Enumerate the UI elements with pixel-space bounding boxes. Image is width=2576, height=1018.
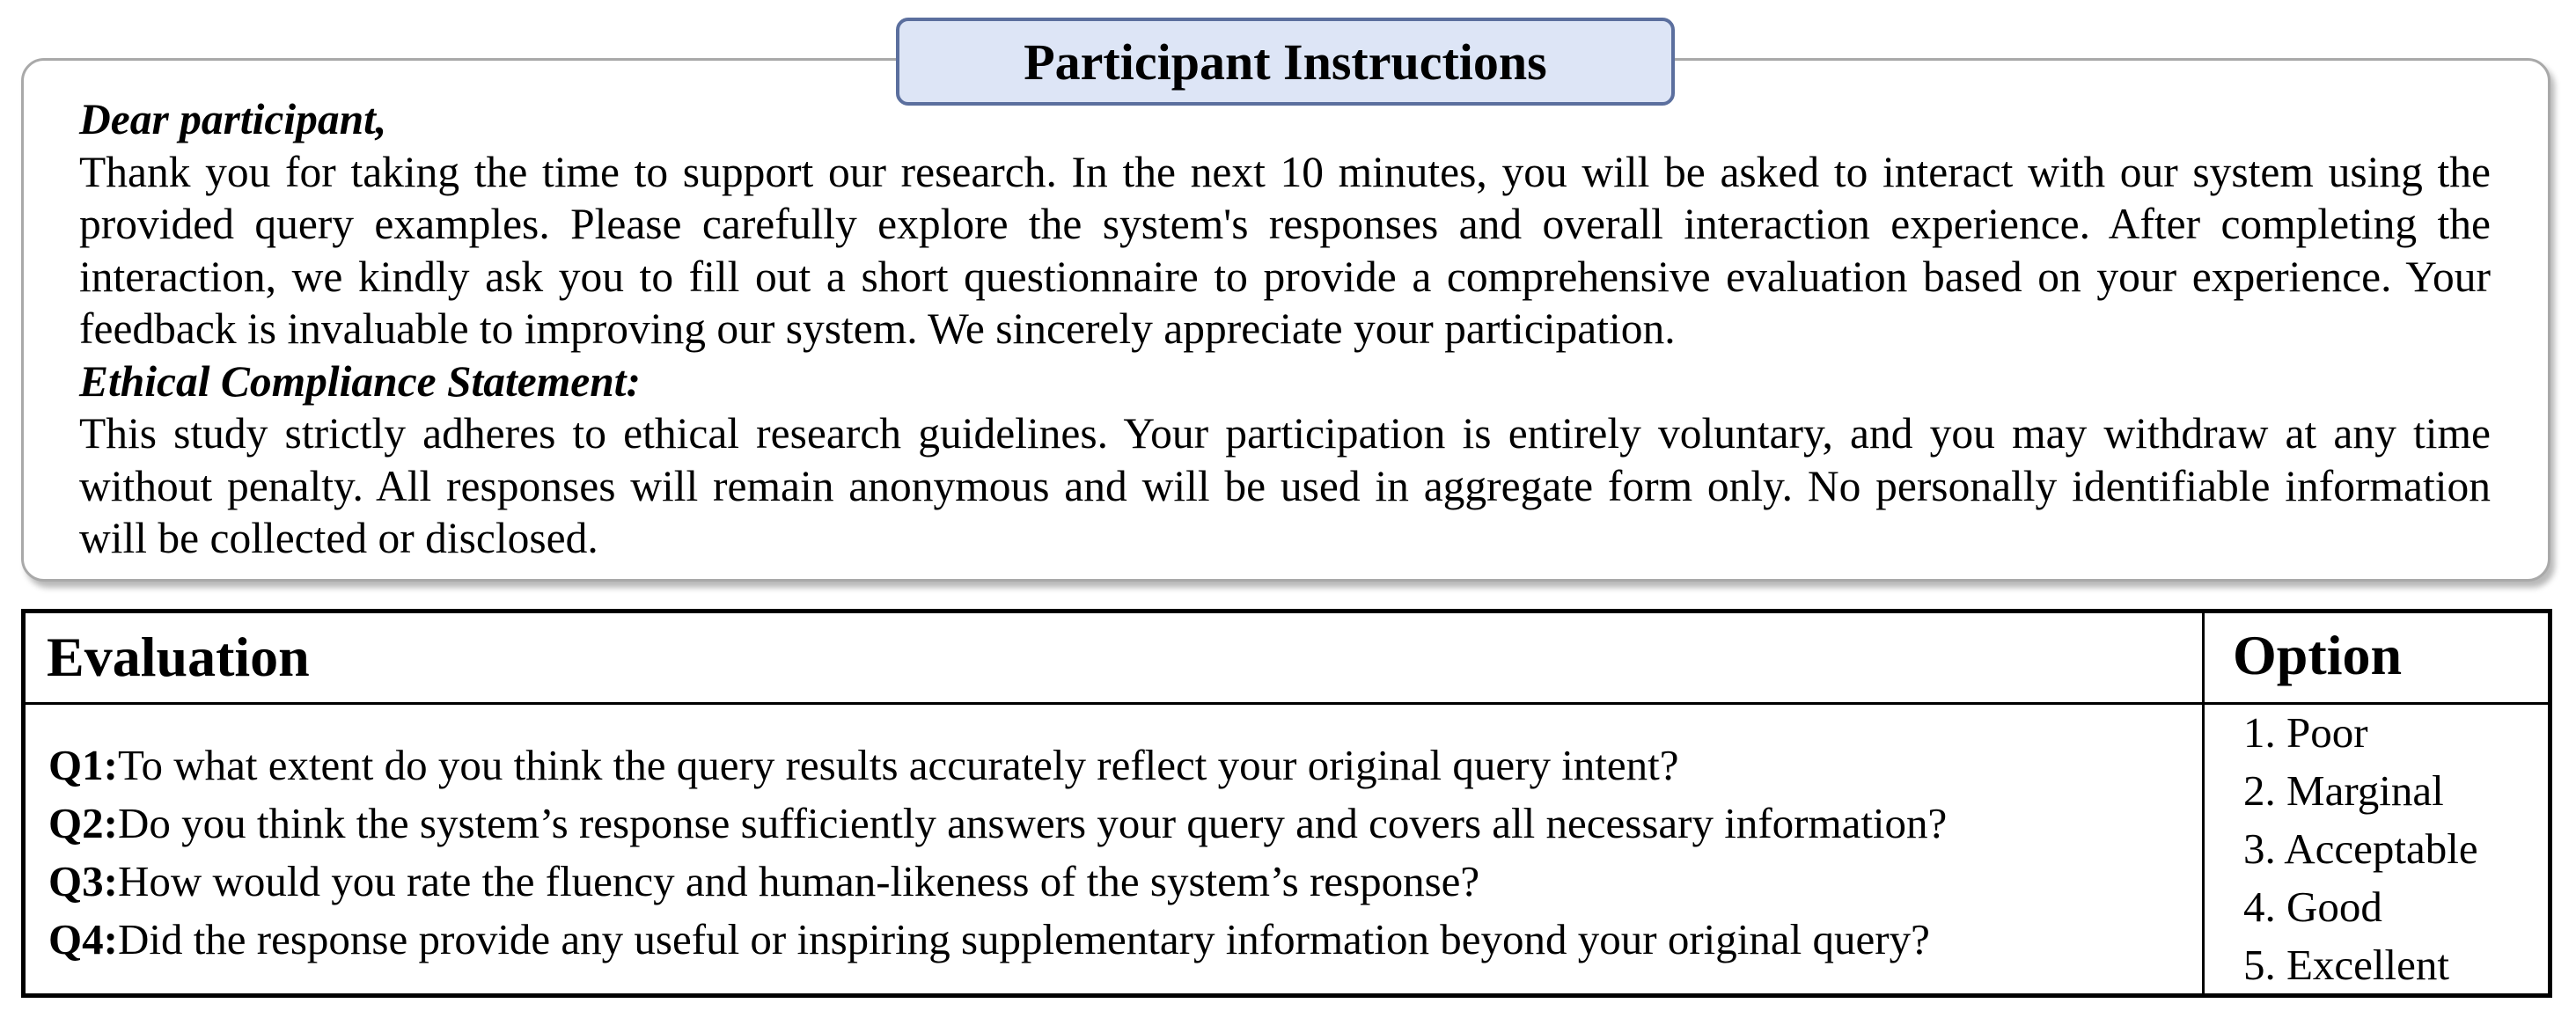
option-list — [2243, 704, 2478, 994]
greeting: Dear participant, — [79, 95, 387, 143]
header-divider — [26, 702, 2548, 705]
question-text: Did the response provide any useful or inspiring supplementary information beyond your original query? — [117, 915, 1930, 963]
option-item: 4. Good — [2243, 883, 2382, 931]
question-list — [48, 736, 2196, 969]
ethics-heading: Ethical Compliance Statement: — [79, 356, 642, 406]
instructions-title — [896, 18, 1675, 106]
instructions-title-text: Participant Instructions — [1024, 33, 1547, 91]
question-id: Q4: — [48, 915, 118, 963]
evaluation-table — [21, 609, 2552, 998]
question-id: Q3: — [48, 857, 118, 905]
question-text: How would you rate the fluency and human-likeness of the system’s response? — [117, 857, 1480, 905]
column-divider — [2202, 613, 2205, 993]
instructions-content — [79, 93, 2491, 565]
question-row — [48, 795, 2196, 853]
evaluation-header: Evaluation — [47, 626, 310, 688]
intro-paragraph: Thank you for taking the time to support our research. In the next 10 minutes, you will be asked to interact with our system using the provided query examples. Please carefully explore the system's responses and overall interaction experience. After completing the interaction, we kindly ask you to fill out a short questionnaire to provide a comprehensive evaluation based on your experience. Your feedback is invaluable to improving our system. We sincerely appreciate your participation. — [79, 147, 2491, 353]
question-text: To what extent do you think the query results accurately reflect your original query intent? — [117, 741, 1679, 789]
option-item: 3. Acceptable — [2243, 824, 2478, 873]
option-item: 5. Excellent — [2243, 941, 2450, 989]
option-item: 2. Marginal — [2243, 766, 2444, 815]
question-row — [48, 853, 2196, 911]
ethics-paragraph: This study strictly adheres to ethical research guidelines. Your participation is entirely voluntary, and you may withdraw at any time without penalty. All responses will remain anonymous and will be used in aggregate form only. No personally identifiable information will be collected or disclosed. — [79, 409, 2491, 562]
question-row — [48, 736, 2196, 795]
question-id: Q1: — [48, 741, 118, 789]
question-row — [48, 911, 2196, 969]
question-id: Q2: — [48, 799, 118, 847]
option-header: Option — [2233, 624, 2403, 686]
question-text: Do you think the system’s response sufficiently answers your query and covers all necessary information? — [117, 799, 1948, 847]
option-item: 1. Poor — [2243, 708, 2368, 757]
